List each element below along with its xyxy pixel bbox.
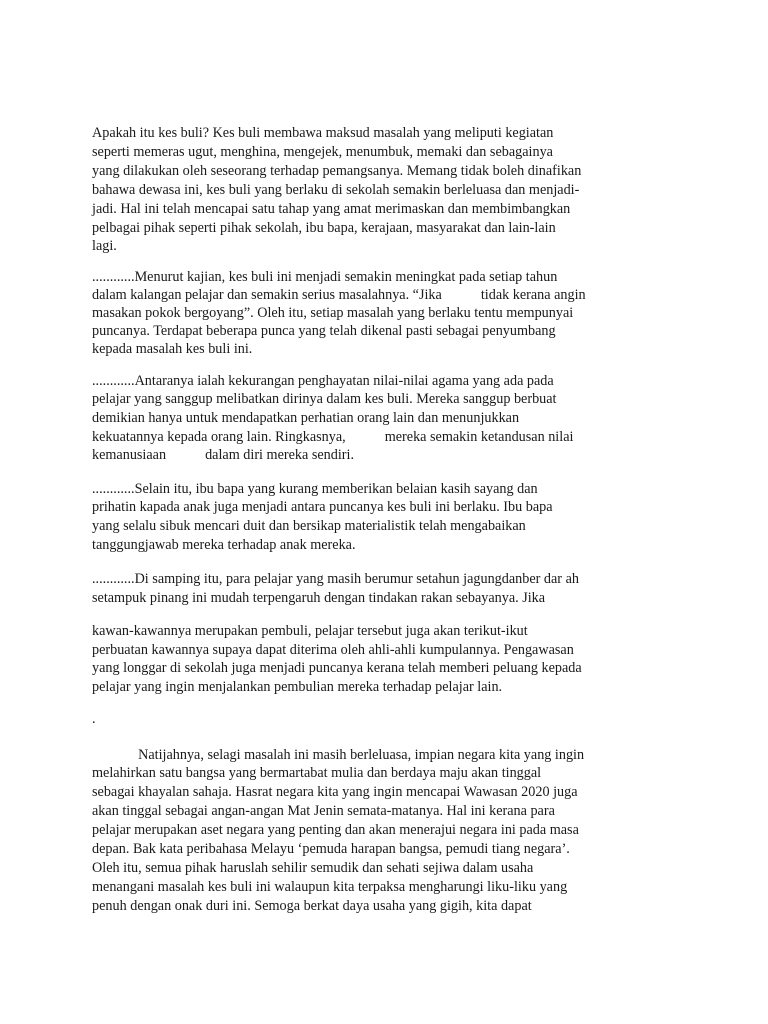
text-line: kemanusiaan dalam diri mereka sendiri.	[92, 447, 354, 463]
text-line: seperti memeras ugut, menghina, mengejek, menumbuk, memaki dan sebagainya	[92, 144, 553, 160]
text-line: prihatin kapada anak juga menjadi antara puncanya kes buli ini berlaku. Ibu bapa	[92, 499, 553, 515]
text-line: yang longgar di sekolah juga menjadi puncanya kerana telah memberi peluang kepada	[92, 660, 582, 676]
text-line: Natijahnya, selagi masalah ini masih berleluasa, impian negara kita yang ingin	[92, 747, 585, 763]
text-line: yang dilakukan oleh seseorang terhadap pemangsanya. Memang tidak boleh dinafikan	[92, 163, 582, 179]
text-line: pelajar yang ingin menjalankan pembulian mereka terhadap pelajar lain.	[92, 679, 503, 695]
text-line: kawan-kawannya merupakan pembuli, pelajar tersebut juga akan terikut-ikut	[92, 623, 528, 639]
text-line: .	[92, 711, 96, 727]
text-line: yang selalu sibuk mencari duit dan bersikap materialistik telah mengabaikan	[92, 518, 526, 534]
text-line: setampuk pinang ini mudah terpengaruh dengan tindakan rakan sebayanya. Jika	[92, 590, 546, 606]
text-line: bahawa dewasa ini, kes buli yang berlaku di sekolah semakin berleluasa dan menjadi-	[92, 182, 580, 198]
text-line: demikian hanya untuk mendapatkan perhatian orang lain dan menunjukkan	[92, 410, 520, 426]
text-line: Oleh itu, semua pihak haruslah sehilir semudik dan sehati sejiwa dalam usaha	[92, 860, 534, 876]
text-line: pelajar yang sanggup melibatkan dirinya dalam kes buli. Mereka sanggup berbuat	[92, 391, 557, 407]
text-line: pelbagai pihak seperti pihak sekolah, ibu bapa, kerajaan, masyarakat dan lain-lain	[92, 220, 556, 236]
text-line: ............Selain itu, ibu bapa yang kurang memberikan belaian kasih sayang dan	[92, 481, 538, 497]
text-line: tanggungjawab mereka terhadap anak mereka.	[92, 537, 356, 553]
text-line: akan tinggal sebagai angan-angan Mat Jenin semata-matanya. Hal ini kerana para	[92, 803, 555, 819]
text-line: ............Di samping itu, para pelajar yang masih berumur setahun jagungdanber dar ah	[92, 571, 579, 587]
text-line: puncanya. Terdapat beberapa punca yang telah dikenal pasti sebagai penyumbang	[92, 323, 556, 339]
text-line: dalam kalangan pelajar dan semakin serius masalahnya. “Jika tidak kerana angin	[92, 287, 586, 303]
text-line: melahirkan satu bangsa yang bermartabat mulia dan berdaya maju akan tinggal	[92, 765, 542, 781]
text-line: menangani masalah kes buli ini walaupun kita terpaksa mengharungi liku-liku yang	[92, 879, 568, 895]
text-line: Apakah itu kes buli? Kes buli membawa maksud masalah yang meliputi kegiatan	[92, 125, 554, 141]
text-line: kepada masalah kes buli ini.	[92, 341, 253, 357]
text-line: sebagai khayalan sahaja. Hasrat negara kita yang ingin mencapai Wawasan 2020 juga	[92, 784, 578, 800]
text-line: lagi.	[92, 238, 117, 254]
text-line: jadi. Hal ini telah mencapai satu tahap yang amat merimaskan dan membimbangkan	[92, 201, 571, 217]
text-line: penuh dengan onak duri ini. Semoga berkat daya usaha yang gigih, kita dapat	[92, 898, 532, 914]
text-line: pelajar merupakan aset negara yang penting dan akan menerajui negara ini pada masa	[92, 822, 579, 838]
text-line: kekuatannya kepada orang lain. Ringkasnya, mereka semakin ketandusan nilai	[92, 429, 574, 445]
text-line: masakan pokok bergoyang”. Oleh itu, setiap masalah yang berlaku tentu mempunyai	[92, 305, 574, 321]
text-line: depan. Bak kata peribahasa Melayu ‘pemuda harapan bangsa, pemudi tiang negara’.	[92, 841, 570, 857]
text-line: perbuatan kawannya supaya dapat diterima oleh ahli-ahli kumpulannya. Pengawasan	[92, 642, 574, 658]
text-line: ............Menurut kajian, kes buli ini menjadi semakin meningkat pada setiap tahun	[92, 269, 558, 285]
text-line: ............Antaranya ialah kekurangan penghayatan nilai-nilai agama yang ada pada	[92, 373, 554, 389]
